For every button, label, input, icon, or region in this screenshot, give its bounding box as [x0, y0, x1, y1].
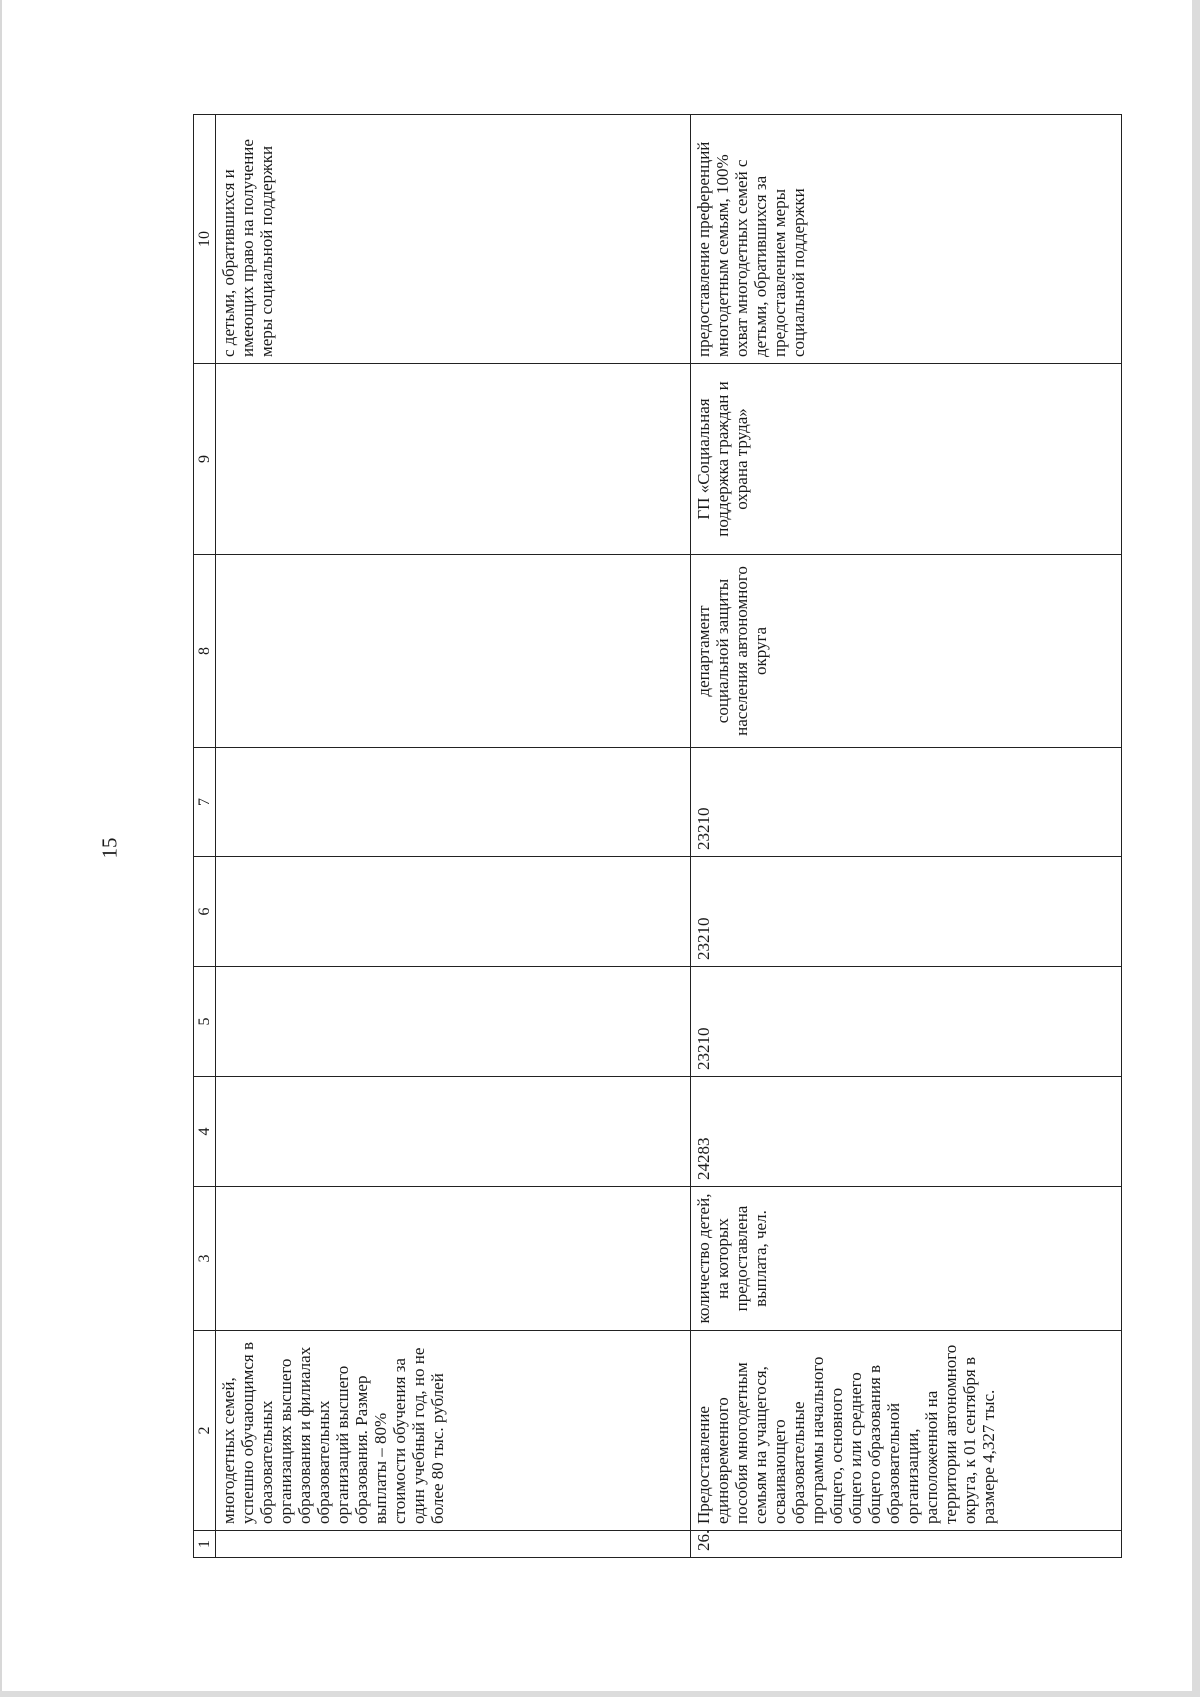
header-cell: 4: [194, 1077, 216, 1187]
header-row: [194, 115, 216, 1558]
table-row: [691, 115, 1122, 1558]
cell-value: 23210: [691, 857, 1122, 967]
scan-edge-right: [1192, 0, 1200, 1697]
cell-value: [216, 967, 691, 1077]
cell-measure: Предоставление единовременного пособия многодетным семьям на учащегося, осваивающего образовательные программы начального общего, основного общего или среднего общего образования в образовательной организации, расположенной на территории автономного округа, к 01 сентября в размере 4,327 тыс.: [691, 1331, 1122, 1531]
header-cell: 9: [194, 364, 216, 555]
cell-number: [216, 1531, 691, 1558]
cell-value: 24283: [691, 1077, 1122, 1187]
cell-value: [216, 748, 691, 857]
cell-indicator: [216, 1187, 691, 1331]
header-cell: 6: [194, 857, 216, 967]
cell-executor: департамент социальной защиты населения автономного округа: [691, 555, 1122, 748]
table-row: [216, 115, 691, 1558]
rotated-table-container: [193, 115, 1122, 1558]
header-cell: 8: [194, 555, 216, 748]
scan-edge-bottom: [0, 1691, 1200, 1697]
header-cell: 7: [194, 748, 216, 857]
scan-edge-left: [0, 0, 2, 1697]
cell-result: предоставление преференций многодетным семьям, 100% охват многодетных семей с детьми, обратившихся за предоставлением меры социальной поддержки: [691, 115, 1122, 364]
cell-value: 23210: [691, 748, 1122, 857]
cell-executor: [216, 555, 691, 748]
cell-result: с детьми, обратившихся и имеющих право на получение меры социальной поддержки: [216, 115, 691, 364]
cell-indicator: количество детей, на которых предоставлена выплата, чел.: [691, 1187, 1122, 1331]
cell-program: ГП «Социальная поддержка граждан и охрана труда»: [691, 364, 1122, 555]
header-cell: 1: [194, 1531, 216, 1558]
cell-measure: многодетных семей, успешно обучающимся в образовательных организациях высшего образования и филиалах образовательных организаций высшего образования. Размер выплаты – 80% стоимости обучения за один учебный год, но не более 80 тыс. рублей: [216, 1331, 691, 1531]
cell-number: 26.: [691, 1531, 1122, 1558]
header-cell: 2: [194, 1331, 216, 1531]
data-table: [193, 114, 1122, 1558]
header-cell: 5: [194, 967, 216, 1077]
cell-value: 23210: [691, 967, 1122, 1077]
cell-program: [216, 364, 691, 555]
header-cell: 3: [194, 1187, 216, 1331]
header-cell: 10: [194, 115, 216, 364]
cell-value: [216, 1077, 691, 1187]
cell-value: [216, 857, 691, 967]
